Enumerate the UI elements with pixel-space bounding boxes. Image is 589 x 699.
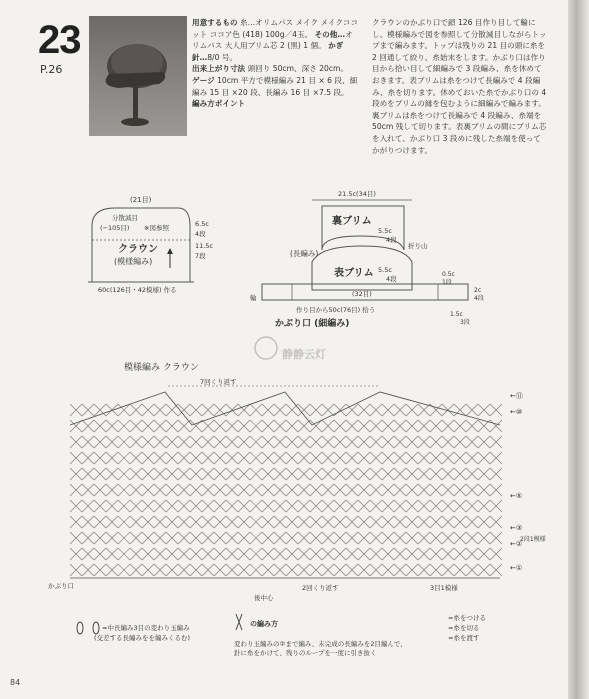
legend-howto-title: の編み方 xyxy=(250,620,278,628)
materials-label: 用意するもの xyxy=(192,18,238,27)
instructions-text: クラウンのかぶり口で鎖 126 目作り目して輪にし、模様編みで図を参照して分散減目しながらトップまで編みます。トップは残りの 21 目の頭に糸を 2 回通して絞り、糸始末をします。かぶり口は作り目から拾い目して細編みで 3 段編み、糸を休めておきます。表ブリムは糸をつけて長編みで 4 段編み、糸を切ります。休めておいた糸でかぶり口の 4 段めをブリムの縁を包むように細編みで編みます。裏ブリムは糸をつけて長編みで 4 段編み、糸端を 50cm 残して切ります。表裏ブリムの間にブリム芯を入れて、かぶり口 3 段めに残した糸端を使ってかがりつけます。 xyxy=(372,18,547,155)
ring-label: 輪 xyxy=(250,294,257,302)
front-brim-dim: 5.5c xyxy=(378,266,392,274)
crown-dim1: 6.5c xyxy=(195,220,209,228)
materials-other-label: その他… xyxy=(314,29,345,39)
left-dim: 0.5c xyxy=(442,271,455,278)
book-spine xyxy=(568,0,589,699)
row-label: ←⑩ xyxy=(510,408,523,416)
row-label: ←① xyxy=(510,564,523,572)
hook-label: かぎ針… xyxy=(192,41,344,62)
crown-decrease-ref: ※図参照 xyxy=(144,224,169,232)
right-dim: 2c xyxy=(474,287,482,294)
brim-diagram xyxy=(250,190,484,329)
legend-symbol1: =中長編み3目の変わり玉編み xyxy=(102,624,190,632)
crown-dim1-rows: 4段 xyxy=(195,230,206,238)
pattern-number: 23 xyxy=(38,18,81,62)
brim-mid-count: (32目) xyxy=(352,290,372,298)
crown-dim2: 11.5c xyxy=(195,242,214,250)
repeat-bottom: 2回くり返す xyxy=(302,584,339,592)
stitch-chart xyxy=(48,361,546,602)
back-brim-dim: 5.5c xyxy=(378,227,392,235)
dim3-rows: 3段 xyxy=(460,319,470,326)
rows-note: 2段1模様 xyxy=(520,536,546,543)
row-label: ←⑪ xyxy=(510,392,523,400)
left-rows: 1段 xyxy=(442,279,452,286)
chart-grid xyxy=(70,392,502,576)
crown-decrease-count: (−105目) xyxy=(100,224,130,232)
legend-howto-box xyxy=(234,640,409,670)
watermark-icon xyxy=(255,337,277,359)
crown-diagram xyxy=(88,196,213,294)
chart-title: 模様編み クラウン xyxy=(124,363,199,373)
hook-size: 8/0 号。 xyxy=(207,52,238,62)
chart-center: 後中心 xyxy=(254,594,274,602)
gauge-label: ゲージ xyxy=(192,75,215,85)
crown-arrowhead xyxy=(167,248,173,254)
repeat-top: 7回くり返す xyxy=(200,378,237,386)
howto-icon xyxy=(236,614,242,630)
brim-stitch: (長編み) xyxy=(290,249,319,258)
rows-note2: 3目1模様 xyxy=(430,584,458,592)
crown-dim2-rows: 7段 xyxy=(195,252,206,260)
page-number: 84 xyxy=(10,678,21,687)
legend xyxy=(77,613,486,670)
size-label: 出来上がり寸法 xyxy=(192,64,246,74)
crown-bottom: 60c(126目・42模様) 作る xyxy=(98,286,177,294)
fold-label: 折り山 xyxy=(408,242,428,250)
right-rows: 4段 xyxy=(474,295,484,302)
watermark-text: 静静云灯 xyxy=(282,348,326,361)
crown-label: クラウン xyxy=(118,244,158,255)
dim3: 1.5c xyxy=(450,311,463,318)
row-label: ←③ xyxy=(510,524,523,532)
back-brim-rows: 4段 xyxy=(386,236,397,244)
crown-decrease: 分散減目 xyxy=(112,214,138,222)
pickup-label: 作り目から50c(76目) 拾う xyxy=(296,306,376,314)
row-label: ←② xyxy=(510,540,523,548)
watermark xyxy=(255,337,326,361)
front-brim-label: 表ブリム xyxy=(334,268,374,279)
legend-symbol1-note: (交差する長編みをを編みくるむ) xyxy=(94,634,191,642)
opening-label: かぶり口 (細編み) xyxy=(275,319,350,329)
chart-opening-label: かぶり口 xyxy=(48,582,74,590)
materials-other: オリムパス 大人用ブリム芯 2 (黒) 1 個。 xyxy=(192,29,353,51)
row-labels xyxy=(510,391,523,572)
page-reference: P.26 xyxy=(40,63,63,76)
crown-top-count: (21目) xyxy=(130,196,152,204)
front-brim-rows: 4段 xyxy=(386,275,397,283)
gauge-value: 10cm 平方で模様編み 21 目 × 6 段、細編み 15 目 ×20 段、長編み 16 目 ×7.5 段。 xyxy=(192,75,358,97)
legend-attach: =糸をつける xyxy=(448,614,486,622)
back-brim-label: 裏ブリム xyxy=(332,216,372,227)
brim-top: 21.5c(34目) xyxy=(338,190,376,198)
crown-sublabel: (模様編み) xyxy=(114,257,153,266)
legend-howto: 変わり玉編みの②まで編み、未完成の長編みを2目編んで、針に糸をかけて、残りのループを一度に引き抜く xyxy=(234,640,407,657)
size-value: 頭回り 50cm、深さ 20cm。 xyxy=(247,64,349,74)
points-label: 編み方ポイント xyxy=(192,99,246,109)
symbol-icon xyxy=(77,622,99,634)
materials-yarn: 糸…オリムパス メイク メイクココット ココア色 (418) 100g／4玉。 xyxy=(192,18,358,39)
legend-pass: =糸を渡す xyxy=(448,634,480,642)
row-label: ←⑤ xyxy=(510,492,523,500)
legend-cut: =糸を切る xyxy=(448,624,480,632)
